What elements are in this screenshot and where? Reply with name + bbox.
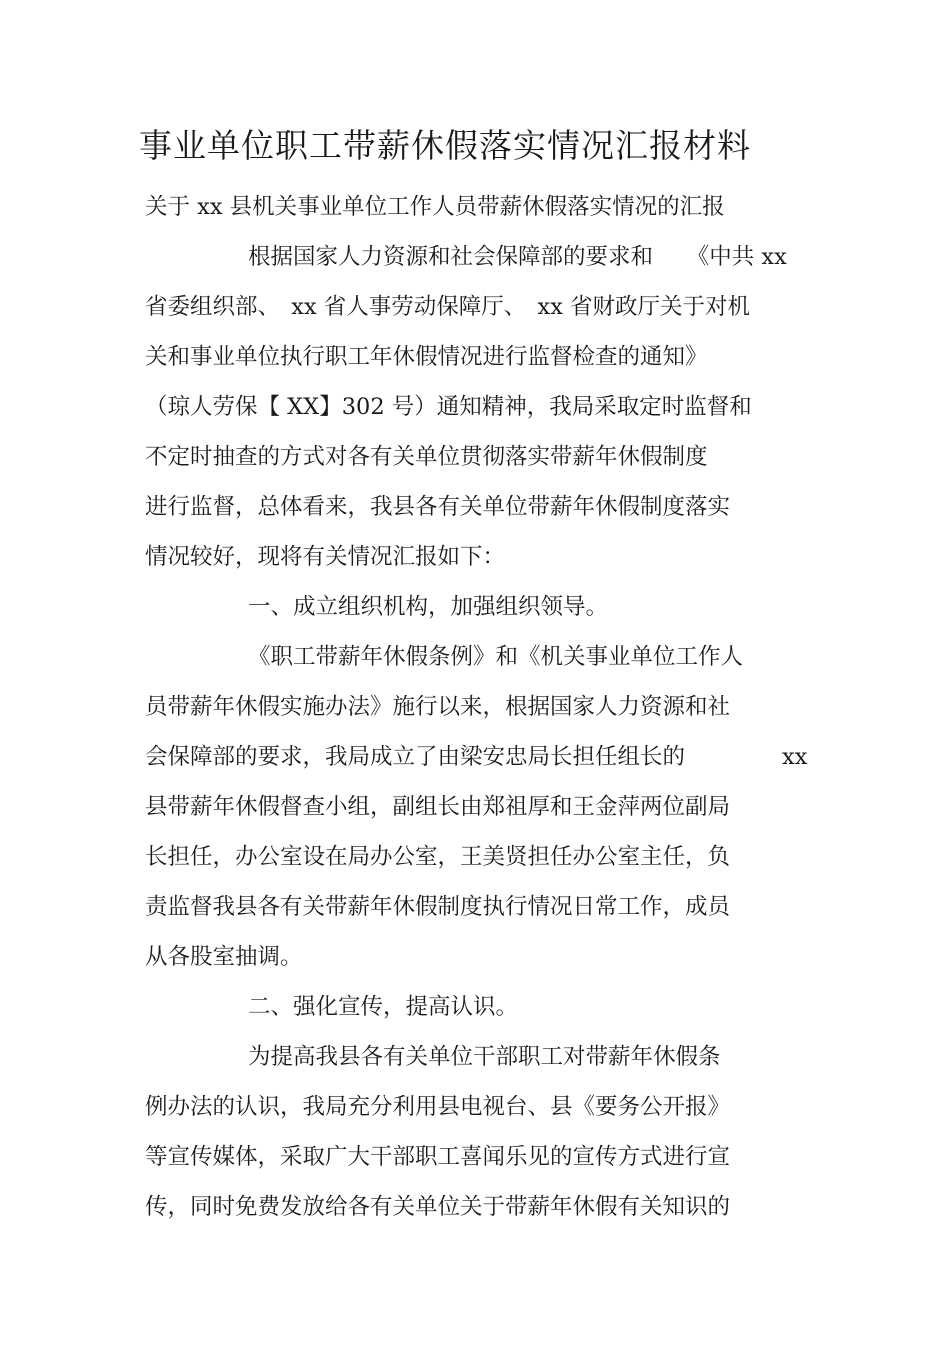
paragraph-line: 从各股室抽调。 [145, 944, 303, 970]
paragraph-line: 《职工带薪年休假条例》和《机关事业单位工作人 [248, 644, 744, 670]
paragraph-line: 传，同时免费发放给各有关单位关于带薪年休假有关知识的 [145, 1194, 731, 1220]
paragraph-line: 员带薪年休假实施办法》施行以来，根据国家人力资源和社 [145, 694, 731, 720]
paragraph-line-trailing: xx [782, 744, 808, 770]
paragraph-line: 进行监督，总体看来，我县各有关单位带薪年休假制度落实 [145, 494, 731, 520]
paragraph-line: 不定时抽查的方式对各有关单位贯彻落实带薪年休假制度 [145, 444, 708, 470]
paragraph-line: 等宣传媒体，采取广大干部职工喜闻乐见的宣传方式进行宣 [145, 1144, 731, 1170]
paragraph-line: 责监督我县各有关带薪年休假制度执行情况日常工作，成员 [145, 894, 731, 920]
paragraph-line: 县带薪年休假督查小组，副组长由郑祖厚和王金萍两位副局 [145, 794, 731, 820]
paragraph-line: 情况较好，现将有关情况汇报如下： [145, 544, 506, 570]
paragraph-line: 省委组织部、 xx 省人事劳动保障厅、 xx 省财政厅关于对机 [145, 294, 751, 320]
paragraph-line: 会保障部的要求，我局成立了由梁安忠局长担任组长的 [145, 744, 686, 770]
section-heading: 一、成立组织机构，加强组织领导。 [248, 594, 609, 620]
document-title: 事业单位职工带薪休假落实情况汇报材料 [139, 126, 751, 165]
paragraph-line: 关和事业单位执行职工年休假情况进行监督检查的通知》 [145, 344, 708, 370]
paragraph-line: 为提高我县各有关单位干部职工对带薪年休假条 [248, 1044, 721, 1070]
paragraph-line: 长担任，办公室设在局办公室，王美贤担任办公室主任，负 [145, 844, 731, 870]
paragraph-line: 根据国家人力资源和社会保障部的要求和 《中共 xx [248, 244, 787, 270]
paragraph-line: 例办法的认识，我局充分利用县电视台、县《要务公开报》 [145, 1094, 731, 1120]
paragraph-line: （琼人劳保【 XX】302 号）通知精神，我局采取定时监督和 [145, 394, 752, 420]
subtitle-line: 关于 xx 县机关事业单位工作人员带薪休假落实情况的汇报 [145, 194, 725, 220]
section-heading: 二、强化宣传，提高认识。 [248, 994, 519, 1020]
